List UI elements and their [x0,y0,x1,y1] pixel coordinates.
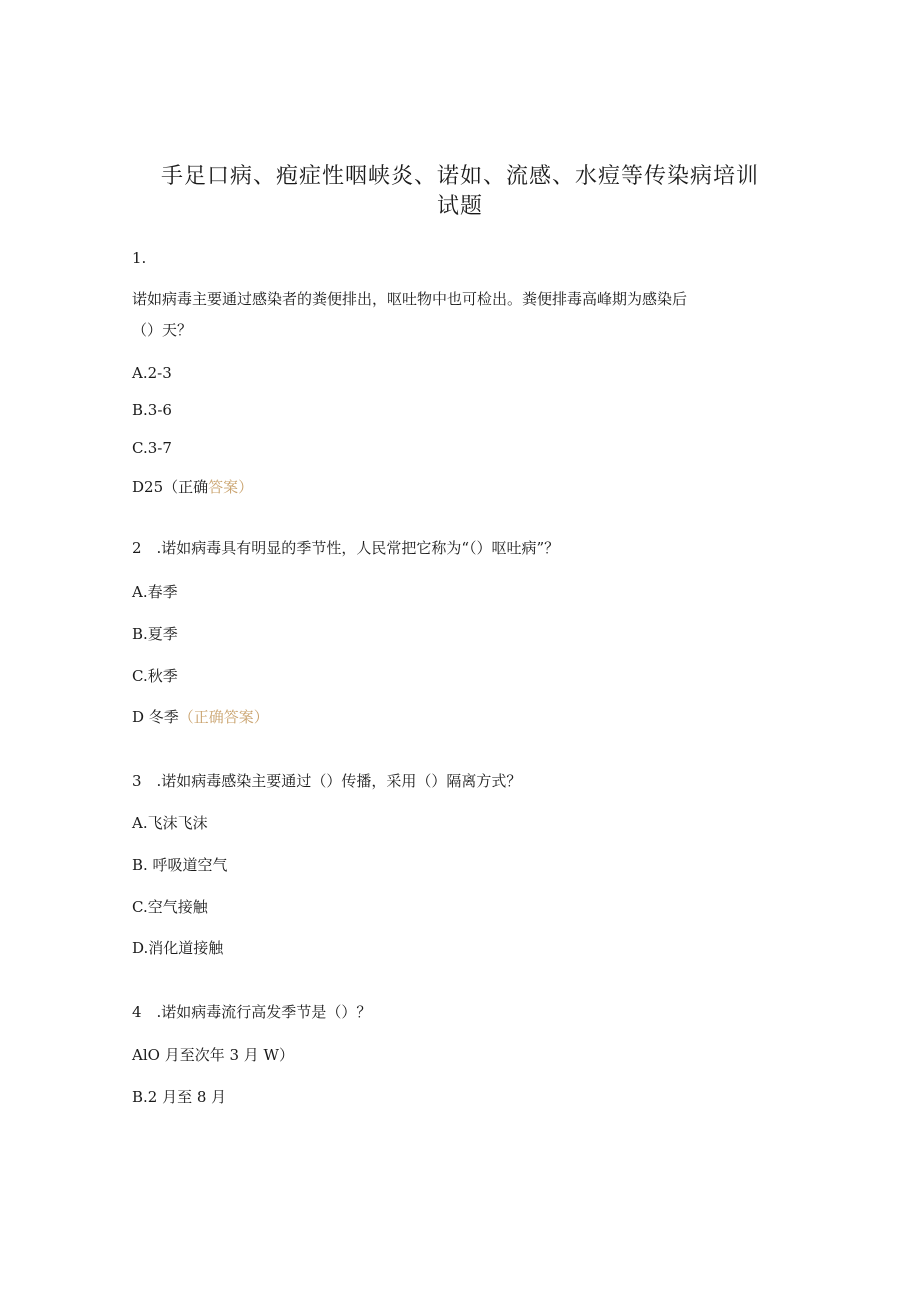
question-2-answer-prefix: D 冬季 [132,708,179,726]
question-2-option-c: C.秋季 [132,667,178,685]
question-2-option-d [132,707,269,727]
question-1-option-c: C.3-7 [132,439,172,457]
question-1-answer-prefix: D25（正确 [132,478,209,496]
question-1-answer-mark: 答案） [208,478,254,496]
document-title-line2: 试题 [436,194,483,219]
question-4-option-b: B.2 月至 8 月 [132,1088,227,1106]
question-3-option-b: B. 呼吸道空气 [132,856,228,874]
question-1-text-line1: 诺如病毒主要通过感染者的粪便排出，呕吐物中也可检出。粪便排毒高峰期为感染后 [132,290,688,308]
question-3-option-c: C.空气接触 [132,898,208,916]
document-title-line1: 手足口病、疱症性咽峡炎、诺如、流感、水痘等传染病培训 [160,164,759,189]
question-1-number: 1. [132,249,147,267]
question-2-answer-mark: （正确答案） [178,708,269,726]
question-3-text: 3 .诺如病毒感染主要通过（）传播，采用（）隔离方式？ [132,772,522,790]
question-1-text-line2: （）天？ [132,321,193,339]
question-2-text: 2 .诺如病毒具有明显的季节性，人民常把它称为“（）呕吐病”？ [132,539,560,557]
question-2-option-a: A.春季 [132,583,178,601]
question-3-option-d: D.消化道接触 [132,939,224,957]
question-4-option-a: AlO 月至次年 3 月 W） [132,1046,294,1064]
question-1-option-b: B.3-6 [132,401,172,419]
question-4-text: 4 .诺如病毒流行高发季节是（）？ [132,1003,372,1021]
question-2-option-b: B.夏季 [132,625,178,643]
question-1-option-a: A.2-3 [132,364,172,382]
question-3-option-a: A.飞沫飞沫 [132,814,208,832]
question-1-option-d [132,477,253,497]
